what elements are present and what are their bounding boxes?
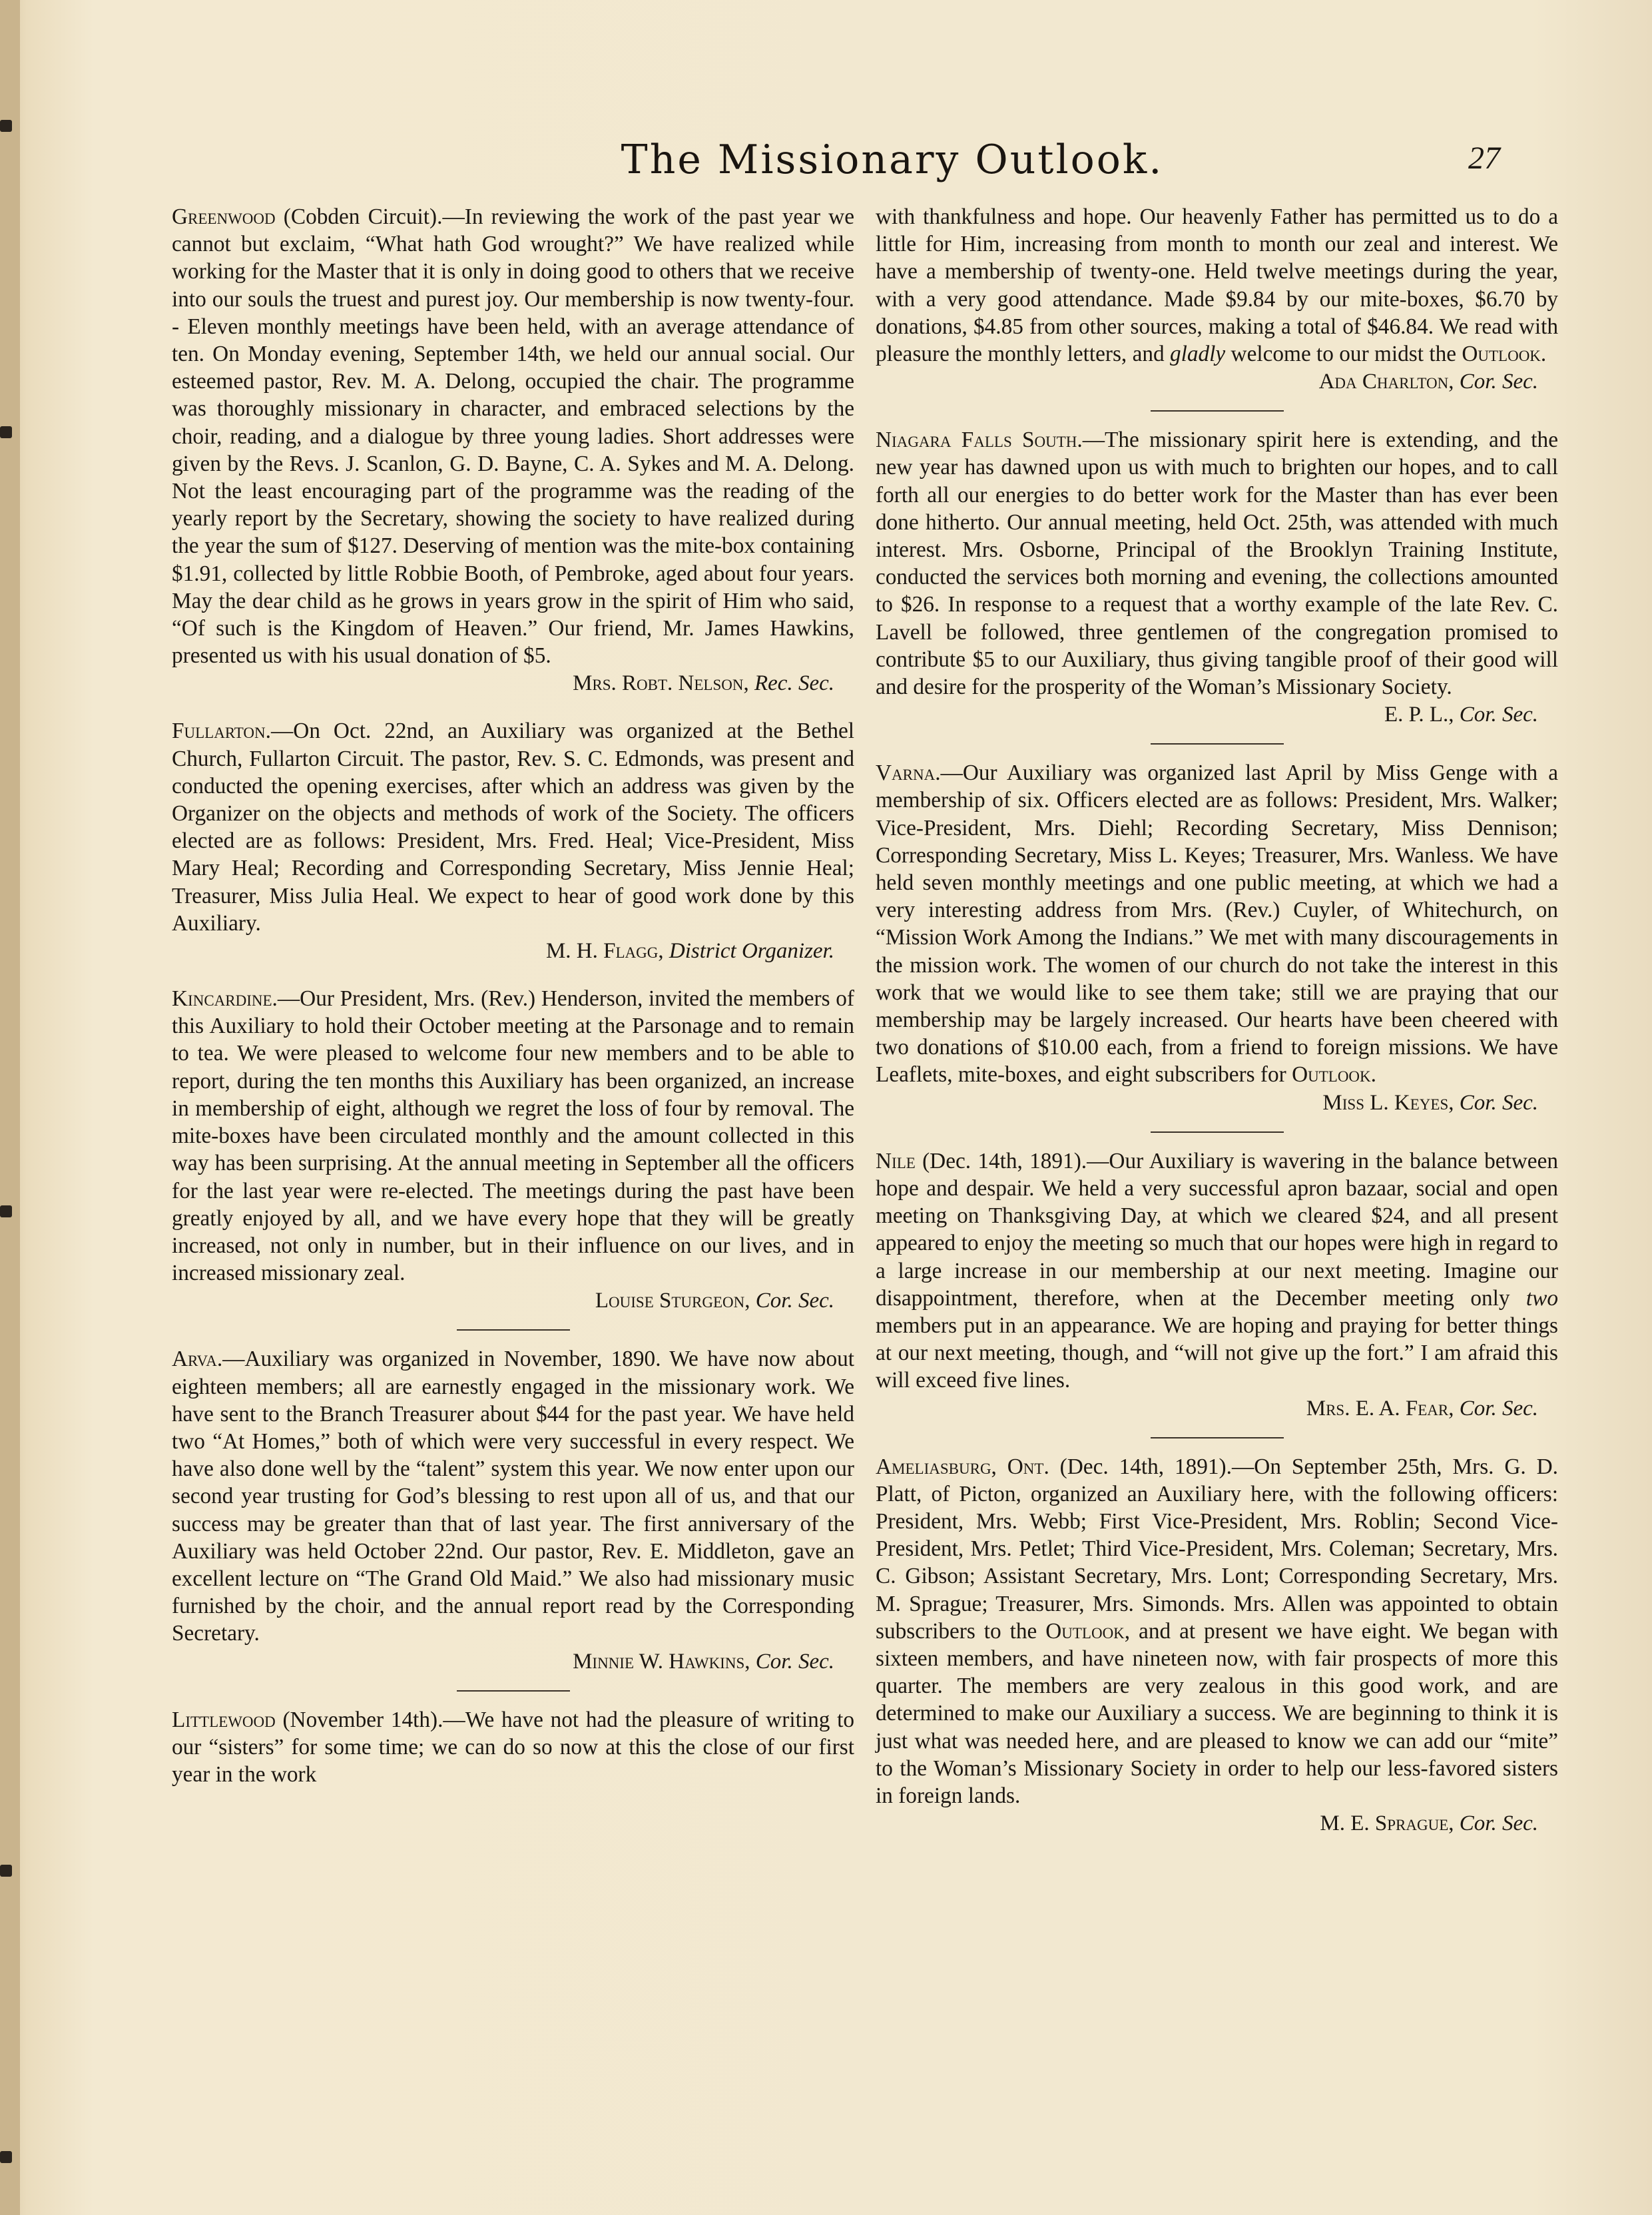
section-divider	[457, 1690, 570, 1692]
place-name: Niagara Falls South	[876, 428, 1077, 453]
section-divider	[457, 1329, 570, 1331]
report-text: .—The missionary spirit here is extending, and the new year has dawned upon us with much to brighten our hopes, and to call forth all our energies to do better work for the Master than has ever been done hitherto. Our annual meeting, held Oct. 25th, was attended with much interest. Mrs. Osborne, Principal of the Brooklyn Training Institute, conducted the services both morning and evening, the collections amounted to $26. In response to a request that a worthy example of the late Rev. C. Lavell be followed, three gentlemen of the congregation promised to contribute $5 to our Auxiliary, thus giving tangible proof of their good will and desire for the prosperity of the Woman’s Missionary Society.	[876, 428, 1558, 700]
report-text: (November 14th).—We have not had the pleasure of writing to our “sisters” for some time; we can do so now at this the close of our first year in the work	[172, 1707, 854, 1787]
report-body	[876, 426, 1558, 701]
signature	[876, 701, 1558, 729]
binding-mark	[0, 1205, 12, 1217]
signature-name: M. E. Sprague,	[1320, 1811, 1454, 1836]
section-divider	[1151, 410, 1284, 412]
signature-title: Cor. Sec.	[1459, 1090, 1538, 1115]
report-body	[172, 985, 854, 1287]
report-text: .—Our President, Mrs. (Rev.) Henderson, invited the members of this Auxiliary to hold their October meeting at the Parsonage and to remain to tea. We were pleased to welcome four new members and to be able to report, during the ten months this Auxiliary has been organized, an increase in membership of eight, although we regret the loss of four by removal. The mite-boxes have been circulated monthly and the amount collected in this way has been surprising. At the annual meeting in September all the officers for the last year were re-elected. The meetings during the past have been greatly enjoyed by all, and we have every hope that they will be greatly increased, not only in number, but in their influence on our lives, and in increased missionary zeal.	[172, 986, 854, 1286]
place-name: Arva	[172, 1347, 217, 1372]
report-text: .—On Oct. 22nd, an Auxiliary was organized at the Bethel Church, Fullarton Circuit. The pastor, Rev. S. C. Edmonds, was present and conducted the opening exercises, after which an address was given by the Organizer on the objects and methods of work of the Society. The officers elected are as follows: President, Mrs. Fred. Heal; Vice-President, Miss Mary Heal; Recording and Corresponding Secretary, Miss Jennie Heal; Treasurer, Miss Julia Heal. We expect to hear of good work done by this Auxiliary.	[172, 719, 854, 936]
publication-name: Outlook.	[1292, 1062, 1376, 1088]
report-body	[876, 1453, 1558, 1810]
binding-mark	[0, 426, 12, 438]
signature-name: Minnie W. Hawkins,	[573, 1649, 750, 1674]
section-divider	[1151, 743, 1284, 745]
signature-title: Rec. Sec.	[754, 671, 834, 696]
report-arva	[172, 1345, 854, 1675]
publication-name: Outlook	[1045, 1618, 1125, 1644]
report-text: welcome to our midst the	[1225, 342, 1456, 367]
place-name: Nile	[876, 1148, 916, 1173]
report-text: , and at present we have eight. We began with sixteen members, and have nineteen now, with fair prospects of more this quarter. The members are very zealous in this good work, and are determined to make our Auxiliary a success. We are beginning to think it is just what was needed here, and are pleased to know we can add our “mite” to the Woman’s Missionary Society in order to help our less-favored sisters in foreign lands.	[876, 1618, 1559, 1808]
binding-mark	[0, 120, 12, 132]
report-littlewood-continued	[876, 203, 1558, 396]
place-name: Fullarton	[172, 719, 266, 744]
signature	[172, 1287, 854, 1315]
signature-name: Mrs. Robt. Nelson,	[573, 671, 749, 696]
report-body	[876, 1147, 1558, 1395]
report-body	[172, 203, 854, 669]
signature-title: Cor. Sec.	[755, 1289, 834, 1313]
report-ameliasburg	[876, 1453, 1558, 1838]
report-fullarton	[172, 717, 854, 965]
report-text: .—Auxiliary was organized in November, 1890. We have now about eighteen members; all are earnestly engaged in the missionary work. We have sent to the Branch Treasurer about $44 for the past year. We have held two “At Homes,” both of which were very successful in every respect. We have also done well by the “talent” system this year. We now enter upon our second year trusting for God’s blessing to rest upon all of us, and that our success may be greater than that of last year. The first anniversary of the Auxiliary was held October 22nd. Our pastor, Rev. E. Middleton, gave an excellent lecture on “The Grand Old Maid.” We also had missionary music furnished by the choir, and the annual report read by the Corresponding Secretary.	[172, 1347, 854, 1646]
emphasis: two	[1525, 1285, 1558, 1311]
signature-title: Cor. Sec.	[1459, 703, 1538, 727]
signature-title: Cor. Sec.	[1459, 370, 1538, 394]
signature-name: Ada Charlton,	[1318, 370, 1454, 394]
emphasis: gladly	[1169, 342, 1226, 367]
report-niagara-falls-south	[876, 426, 1558, 729]
spacer	[172, 965, 854, 985]
signature-name: E. P. L.,	[1384, 703, 1454, 727]
signature-title: Cor. Sec.	[755, 1649, 834, 1674]
place-name: Kincardine	[172, 986, 272, 1012]
signature	[876, 368, 1558, 396]
signature	[172, 669, 854, 697]
left-column	[172, 203, 854, 1788]
report-body	[876, 759, 1558, 1088]
signature-name: M. H. Flagg,	[545, 939, 664, 964]
report-body	[876, 203, 1558, 368]
signature	[876, 1089, 1558, 1117]
report-text: (Dec. 14th, 1891).—Our Auxiliary is wavering in the balance between hope and despair. We held a very successful apron bazaar, social and open meeting on Thanksgiving Day, at which we cleared $24, and all present appeared to enjoy the meeting so much that our hopes were high in regard to a large increase in our membership at our next meeting. Imagine our disappointment, therefore, when at the December meeting only	[876, 1148, 1558, 1311]
signature	[172, 1648, 854, 1676]
report-greenwood	[172, 203, 854, 697]
binding-mark	[0, 1865, 12, 1877]
report-text: (Dec. 14th, 1891).—On September 25th, Mrs. G. D. Platt, of Picton, organized an Auxiliary here, with the following officers: President, Mrs. Webb; First Vice-President, Mrs. Roblin; Second Vice-President, Mrs. Petlet; Third Vice-President, Mrs. Coleman; Secretary, Mrs. C. Gibson; Assistant Secretary, Mrs. Lont; Corresponding Secretary, Mrs. M. Sprague; Treasurer, Mrs. Simonds. Mrs. Allen was appointed to obtain subscribers to the	[876, 1454, 1558, 1644]
spacer	[172, 697, 854, 717]
binding-mark	[0, 2151, 12, 2163]
right-column	[876, 203, 1558, 1837]
report-kincardine	[172, 985, 854, 1315]
place-name: Littlewood	[172, 1707, 276, 1732]
report-littlewood	[172, 1706, 854, 1789]
signature-name: Louise Sturgeon,	[595, 1289, 750, 1313]
signature	[876, 1395, 1558, 1423]
report-body	[172, 1706, 854, 1789]
report-varna	[876, 759, 1558, 1116]
signature-title: Cor. Sec.	[1459, 1811, 1538, 1836]
binding-edge	[0, 0, 20, 2215]
report-text: (Cobden Circuit).—In reviewing the work of the past year we cannot but exclaim, “What hath God wrought?” We have realized while working for the Master that it is only in doing good to others that we receive into our souls the truest and purest joy. Our membership is now twenty-four. - Eleven monthly meetings have been held, with an average attendance of ten. On Monday evening, September 14th, we held our annual social. Our esteemed pastor, Rev. M. A. Delong, occupied the chair. The programme was thoroughly missionary in character, and embraced selections by the choir, reading, and a dialogue by three young ladies. Short addresses were given by the Revs. J. Scanlon, G. D. Bayne, C. A. Sykes and M. A. Delong. Not the least encouraging part of the programme was the reading of the yearly report by the Secretary, showing the society to have realized during the year the sum of $127. Deserving of mention was the mite-box containing $1.91, collected by little Robbie Booth, of Pembroke, aged about four years. May the dear child as he grows in years grow in the spirit of Him who said, “Of such is the Kingdom of Heaven.” Our friend, Mr. James Hawkins, presented us with his usual donation of $5.	[172, 204, 854, 669]
place-name: Varna	[876, 761, 936, 786]
signature	[876, 1809, 1558, 1837]
report-nile	[876, 1147, 1558, 1423]
signature-title: District Organizer.	[669, 939, 834, 964]
report-body	[172, 717, 854, 937]
page-number: 27	[1468, 141, 1500, 176]
report-text: with thankfulness and hope. Our heavenly Father has permitted us to do a little for Him, increasing from month to month our zeal and interest. We have a membership of twenty-one. Held twelve meetings during the year, with a very good attendance. Made $9.84 by our mite-boxes, $6.70 by donations, $4.85 from other sources, making a total of $46.84. We read with pleasure the monthly letters, and	[876, 204, 1558, 367]
report-text: members put in an appearance. We are hoping and praying for better things at our next meeting, though, and “will not give up the fort.” I am afraid this will exceed five lines.	[876, 1313, 1558, 1393]
report-body	[172, 1345, 854, 1647]
signature-name: Miss L. Keyes,	[1322, 1090, 1454, 1115]
page-header-title: The Missionary Outlook.	[621, 137, 1164, 183]
signature	[172, 937, 854, 965]
signature-title: Cor. Sec.	[1459, 1396, 1538, 1421]
section-divider	[1151, 1131, 1284, 1133]
section-divider	[1151, 1437, 1284, 1438]
signature-name: Mrs. E. A. Fear,	[1306, 1396, 1454, 1421]
place-name: Ameliasburg, Ont.	[876, 1454, 1049, 1479]
report-text: .—Our Auxiliary was organized last April by Miss Genge with a membership of six. Officers elected are as follows: President, Mrs. Walker; Vice-President, Mrs. Diehl; Recording Secretary, Miss Dennison; Corresponding Secretary, Miss L. Keyes; Treasurer, Mrs. Wanless. We have held seven monthly meetings and one public meeting, at which we had a very interesting address from Mrs. (Rev.) Cuyler, of Whitechurch, on “Mission Work Among the Indians.” We met with many discouragements in the mission work. The women of our church do not take the interest in this work that we would like to see them take; still we are praying that our membership may be largely increased. Our hearts have been cheered with two donations of $10.00 each, from a friend to foreign missions. We have Leaflets, mite-boxes, and eight subscribers for	[876, 761, 1558, 1088]
publication-name: Outlook.	[1462, 342, 1547, 367]
place-name: Greenwood	[172, 204, 276, 229]
